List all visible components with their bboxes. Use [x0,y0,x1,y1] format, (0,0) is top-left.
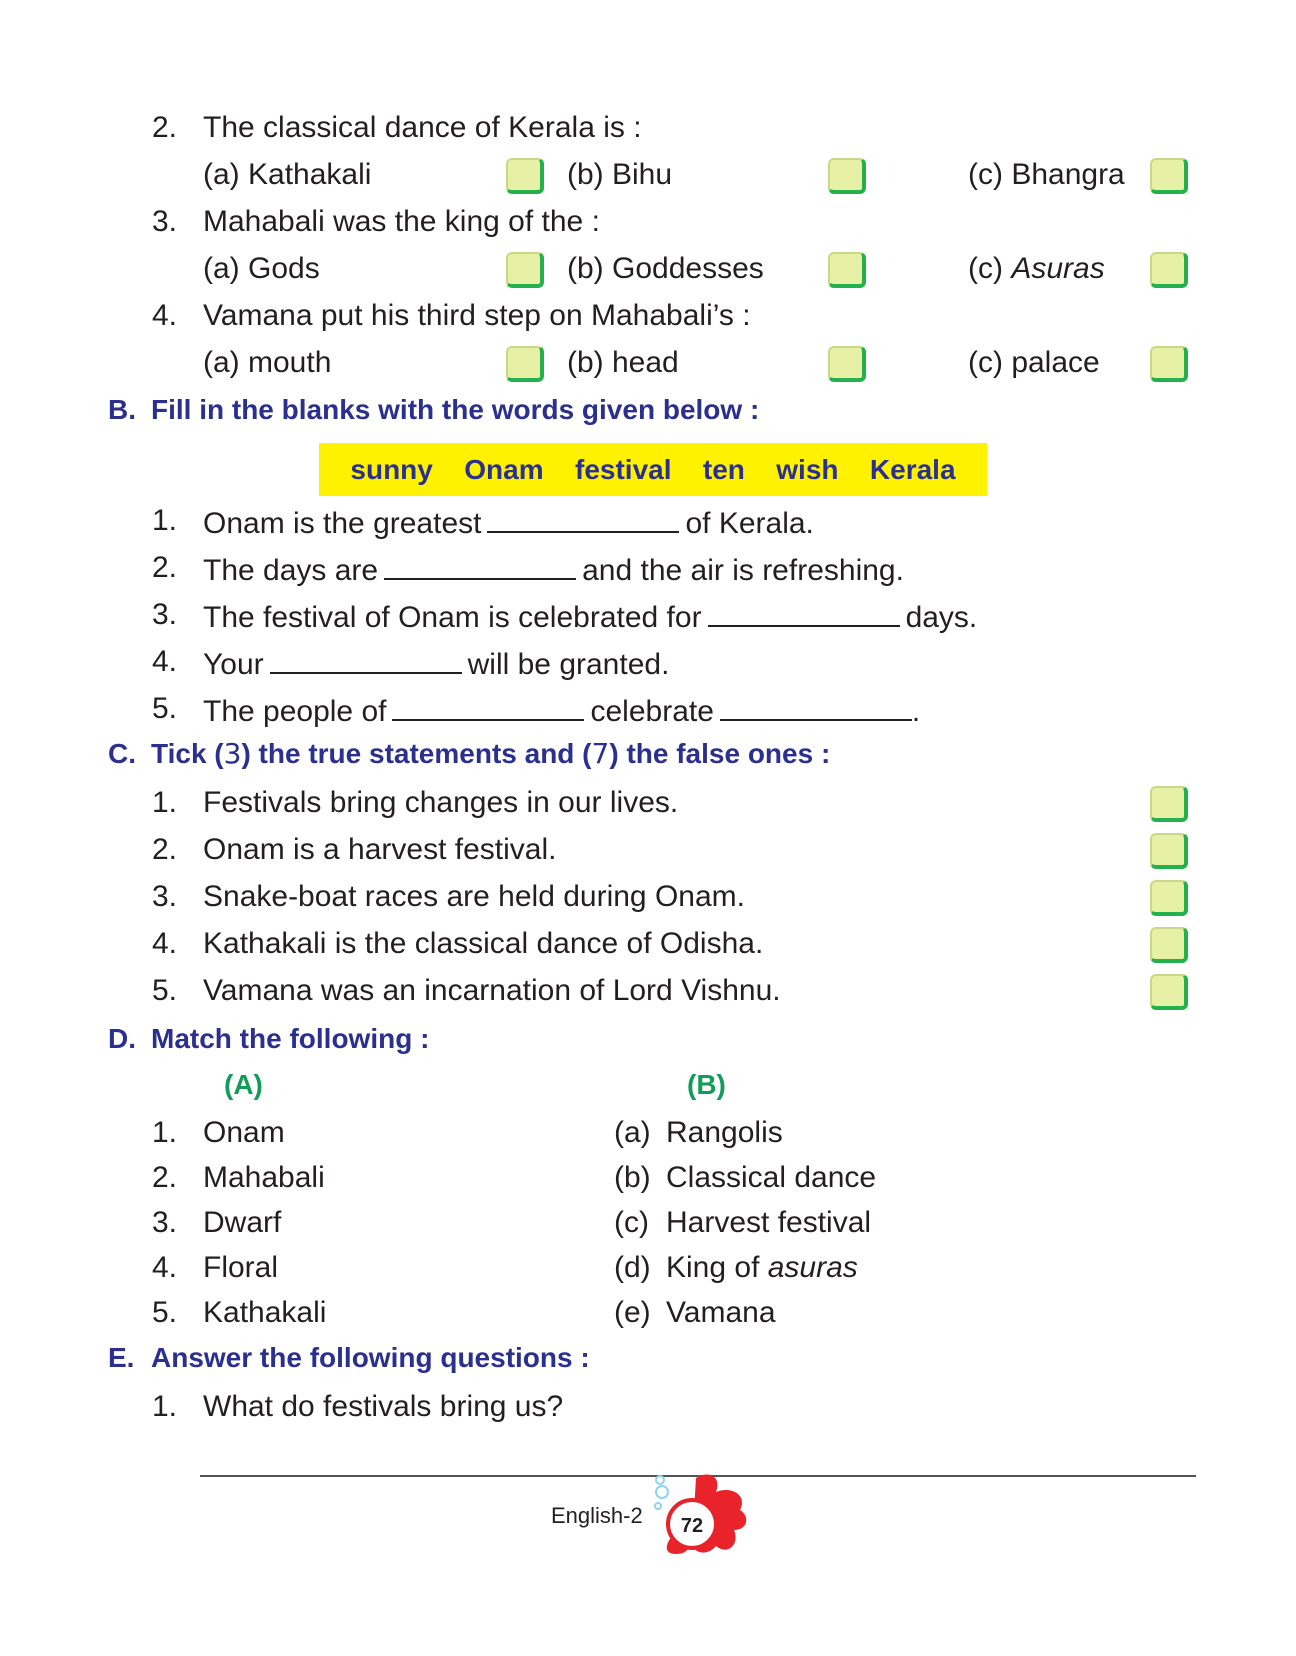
tick-checkbox[interactable] [1150,786,1188,822]
blank-line[interactable] [384,550,576,580]
blank-line[interactable] [487,503,679,533]
match-key: (e) [614,1296,651,1329]
sentence [203,691,920,730]
sentence-part: Onam is the greatest [203,507,482,540]
item-number: 4. [152,645,178,678]
match-left-item: Onam [203,1116,285,1149]
tick-symbol: 3 [223,737,242,770]
sentence-part: days. [905,601,978,634]
match-left-item: Dwarf [203,1206,282,1239]
item-number: 3. [152,598,178,631]
section-title: Match the following : [151,1023,430,1054]
word-bank-word: festival [575,453,672,485]
book-title: English-2 [551,1503,643,1528]
item-number: 1. [152,1116,178,1149]
sentence-part: of Kerala. [685,507,814,540]
word-bank-word: Kerala [869,453,956,485]
item-number: 2. [152,1161,178,1194]
statement: Kathakali is the classical dance of Odisha. [203,927,764,960]
sentence-part: Your [203,648,264,681]
option-c: (c) Bhangra [968,158,1125,191]
sentence-part: The days are [203,554,379,587]
option-b: (b) Bihu [567,158,673,191]
answer-checkbox[interactable] [1150,158,1188,194]
title-part: ) the true statements and ( [241,738,592,769]
item-number: 5. [152,974,178,1007]
match-right-item: Rangolis [666,1116,783,1149]
answer-checkbox[interactable] [506,158,544,194]
blank-line[interactable] [708,597,900,627]
item-number: 2. [152,833,178,866]
item-number: 3. [152,1206,178,1239]
blank-line[interactable] [720,691,912,721]
word-bank-word: wish [776,453,839,485]
bubble-icon [656,1486,668,1498]
option-a: (a) Gods [203,252,320,285]
sentence-part: and the air is refreshing. [582,554,904,587]
blank-line[interactable] [270,644,462,674]
question-number: 4. [152,299,178,332]
word-bank [319,443,987,496]
word-bank-word: sunny [350,453,433,485]
question-number: 2. [152,111,178,144]
item-number: 1. [152,1390,178,1423]
sentence-part: The festival of Onam is celebrated for [203,601,702,634]
match-right-item [666,1250,858,1286]
sentence [203,597,977,636]
title-part: ) the false ones : [609,738,831,769]
match-right-item: Classical dance [666,1161,877,1194]
sentence-part: will be granted. [467,648,670,681]
cross-symbol: 7 [591,737,610,770]
question-number: 3. [152,205,178,238]
tick-checkbox[interactable] [1150,974,1188,1010]
question-text: Mahabali was the king of the : [203,205,600,238]
answer-checkbox[interactable] [828,346,866,382]
item-number: 4. [152,927,178,960]
option-a: (a) mouth [203,346,332,379]
match-left-item: Kathakali [203,1296,327,1329]
tick-checkbox[interactable] [1150,880,1188,916]
match-right-item: Vamana [666,1296,776,1329]
match-left-item: Mahabali [203,1161,325,1194]
sentence-part: The people of [203,695,387,728]
statement: Snake-boat races are held during Onam. [203,880,745,913]
match-key: (d) [614,1251,651,1284]
sentence [203,550,904,589]
match-key: (c) [614,1206,649,1239]
tick-checkbox[interactable] [1150,927,1188,963]
sentence [203,503,814,542]
item-number: 5. [152,1296,178,1329]
sentence-part: . [911,695,921,728]
tick-checkbox[interactable] [1150,833,1188,869]
item-number: 2. [152,551,178,584]
answer-checkbox[interactable] [506,252,544,288]
option-a: (a) Kathakali [203,158,372,191]
title-part: Tick ( [151,738,224,769]
column-b-heading: (B) [687,1069,726,1100]
sentence-part: celebrate [590,695,714,728]
section-title: Answer the following questions : [151,1342,590,1373]
word-bank-word: Onam [464,453,544,485]
section-letter: E. [108,1342,135,1373]
question-text: The classical dance of Kerala is : [203,111,642,144]
item-number: 1. [152,504,178,537]
option-c-italic: Asuras [1011,252,1105,285]
bubble-icon [656,1476,664,1484]
item-number: 4. [152,1251,178,1284]
match-key: (a) [614,1116,651,1149]
question-text: What do festivals bring us? [203,1390,564,1423]
option-c [968,251,1105,287]
match-right-item: Harvest festival [666,1206,872,1239]
word-bank-word: ten [702,453,745,485]
answer-checkbox[interactable] [1150,346,1188,382]
statement: Vamana was an incarnation of Lord Vishnu. [203,974,781,1007]
match-right-italic: asuras [767,1251,858,1284]
item-number: 1. [152,786,178,819]
answer-checkbox[interactable] [828,252,866,288]
item-number: 3. [152,880,178,913]
option-c: (c) palace [968,346,1100,379]
answer-checkbox[interactable] [828,158,866,194]
section-title [151,736,830,772]
statement: Festivals bring changes in our lives. [203,786,679,819]
option-c-prefix: (c) [968,252,1003,285]
section-letter: D. [108,1023,136,1054]
sentence [203,644,669,683]
section-letter: B. [108,394,136,425]
option-b: (b) Goddesses [567,252,764,285]
item-number: 5. [152,692,178,725]
option-b: (b) head [567,346,679,379]
question-text: Vamana put his third step on Mahabali’s : [203,299,751,332]
section-title: Fill in the blanks with the words given below : [151,394,760,425]
answer-checkbox[interactable] [506,346,544,382]
match-left-item: Floral [203,1251,279,1284]
page-badge-logo [636,1472,752,1558]
section-letter: C. [108,738,136,769]
match-right-text: King of [666,1251,768,1284]
blank-line[interactable] [392,691,584,721]
column-a-heading: (A) [224,1069,263,1100]
bubble-icon [655,1503,661,1509]
statement: Onam is a harvest festival. [203,833,557,866]
match-key: (b) [614,1161,651,1194]
page-number: 72 [680,1515,704,1537]
answer-checkbox[interactable] [1150,252,1188,288]
